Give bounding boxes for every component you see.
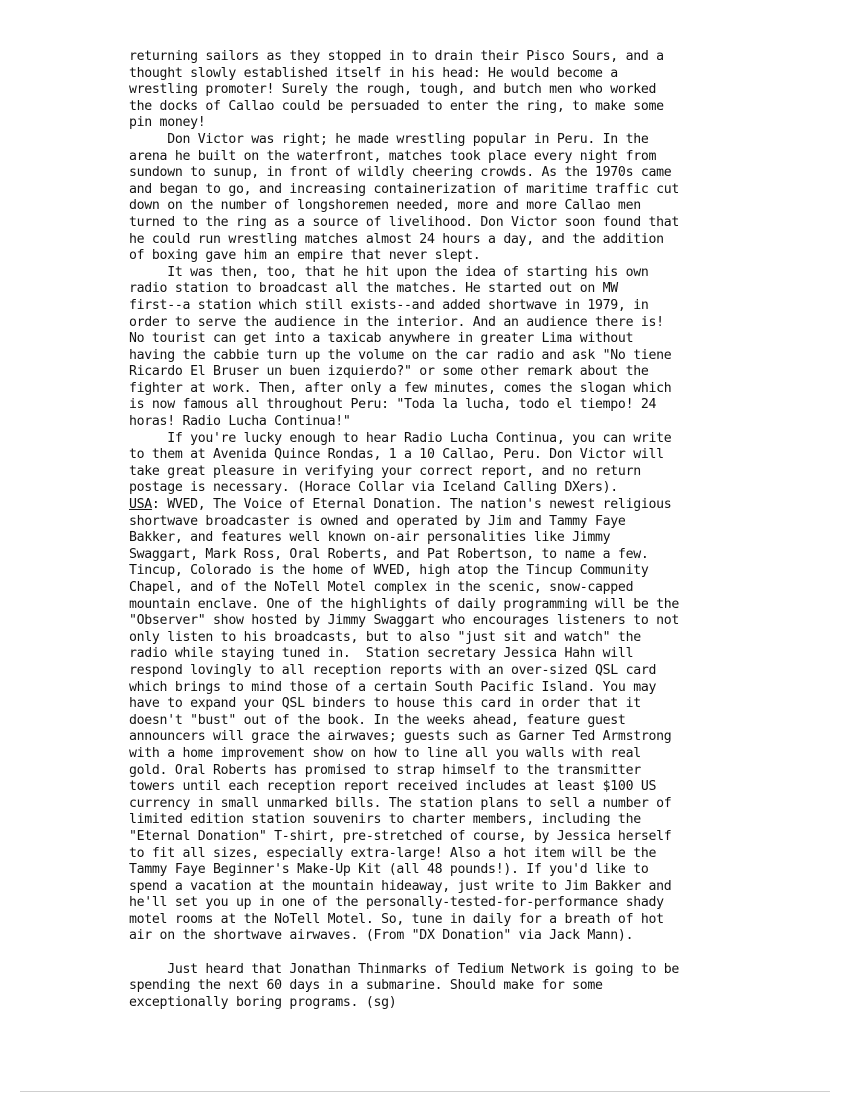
text-line (129, 646, 729, 663)
text-line (129, 198, 729, 215)
line-text: spend a vacation at the mountain hideaway, just write to Jim Bakker and (129, 878, 672, 894)
line-text: returning sailors as they stopped in to drain their Pisco Sours, and a (129, 49, 664, 64)
text-line (129, 315, 729, 332)
text-line (129, 962, 729, 979)
line-text: fighter at work. Then, after only a few minutes, comes the slogan which (129, 380, 672, 396)
line-text: shortwave broadcaster is owned and operated by Jim and Tammy Faye (129, 513, 626, 529)
text-line (129, 597, 729, 614)
line-text: Tincup, Colorado is the home of WVED, high atop the Tincup Community (129, 563, 649, 579)
line-text: gold. Oral Roberts has promised to strap himself to the transmitter (129, 762, 641, 778)
line-text: take great pleasure in verifying your correct report, and no return (129, 463, 641, 479)
line-text: which brings to mind those of a certain South Pacific Island. You may (129, 679, 657, 695)
line-text: with a home improvement show on how to line all you walls with real (129, 745, 641, 761)
text-line (129, 829, 729, 846)
line-text: turned to the ring as a source of livelihood. Don Victor soon found that (129, 214, 680, 230)
line-text: If you're lucky enough to hear Radio Lucha Continua, you can write (129, 430, 672, 446)
text-line (129, 348, 729, 365)
text-line (129, 663, 729, 680)
text-line (129, 846, 729, 863)
text-line (129, 331, 729, 348)
line-text: postage is necessary. (Horace Collar via Iceland Calling DXers). (129, 480, 618, 496)
line-text: Bakker, and features well known on-air personalities like Jimmy (129, 530, 611, 546)
text-line (129, 763, 729, 780)
line-text: sundown to sunup, in front of wildly cheering crowds. As the 1970s came (129, 165, 672, 181)
line-text: pin money! (129, 115, 206, 131)
text-line (129, 232, 729, 249)
text-line (129, 182, 729, 199)
text-line (129, 149, 729, 166)
text-line (129, 414, 729, 431)
line-text: thought slowly established itself in his head: He would become a (129, 65, 618, 81)
line-text: he'll set you up in one of the personally-tested-for-performance shady (129, 895, 664, 911)
text-line (129, 547, 729, 564)
line-text: of boxing gave him an empire that never slept. (129, 248, 481, 264)
line-text: arena he built on the waterfront, matches took place every night from (129, 148, 657, 164)
line-text: down on the number of longshoremen needed, more and more Callao men (129, 198, 641, 214)
line-text: and began to go, and increasing containerization of maritime traffic cut (129, 181, 680, 197)
line-text: It was then, too, that he hit upon the idea of starting his own (129, 264, 649, 280)
text-line (129, 895, 729, 912)
text-line (129, 115, 729, 132)
line-text: currency in small unmarked bills. The station plans to sell a number of (129, 795, 672, 811)
text-line (129, 729, 729, 746)
text-line (129, 248, 729, 265)
line-text: Chapel, and of the NoTell Motel complex in the scenic, snow-capped (129, 580, 634, 595)
text-line (129, 132, 729, 149)
line-text: radio while staying tuned in. Station secretary Jessica Hahn will (129, 646, 634, 662)
line-text: "Observer" show hosted by Jimmy Swaggart who encourages listeners to not (129, 613, 680, 629)
line-text: to them at Avenida Quince Rondas, 1 a 10 Callao, Peru. Don Victor will (129, 447, 664, 463)
line-text: No tourist can get into a taxicab anywhere in greater Lima without (129, 331, 634, 347)
line-text: is now famous all throughout Peru: "Toda la lucha, todo el tiempo! 24 (129, 397, 657, 413)
text-line (129, 879, 729, 896)
text-line (129, 696, 729, 713)
text-line (129, 381, 729, 398)
text-line (129, 630, 729, 647)
text-line (129, 364, 729, 381)
line-text: wrestling promoter! Surely the rough, tough, and butch men who worked (129, 82, 657, 98)
line-text: order to serve the audience in the interior. And an audience there is! (129, 314, 664, 330)
line-text: air on the shortwave airwaves. (From "DX Donation" via Jack Mann). (129, 928, 634, 944)
text-line (129, 945, 729, 962)
line-text: the docks of Callao could be persuaded to enter the ring, to make some (129, 98, 664, 114)
line-text: announcers will grace the airwaves; guests such as Garner Ted Armstrong (129, 729, 672, 745)
line-text: first--a station which still exists--and added shortwave in 1979, in (129, 297, 649, 313)
text-line (129, 912, 729, 929)
line-text: Just heard that Jonathan Thinmarks of Tedium Network is going to be (129, 961, 680, 977)
line-text: Ricardo El Bruser un buen izquierdo?" or some other remark about the (129, 364, 649, 380)
line-text: have to expand your QSL binders to house this card in order that it (129, 696, 641, 712)
text-line (129, 613, 729, 630)
line-text: horas! Radio Lucha Continua!" (129, 414, 351, 430)
text-line (129, 746, 729, 763)
line-text: Tammy Faye Beginner's Make-Up Kit (all 48 pounds!). If you'd like to (129, 862, 649, 878)
line-text: limited edition station souvenirs to charter members, including the (129, 812, 641, 828)
text-line (129, 995, 729, 1012)
text-line (129, 99, 729, 116)
line-text: motel rooms at the NoTell Motel. So, tune in daily for a breath of hot (129, 911, 664, 927)
line-text: towers until each reception report received includes at least $100 US (129, 779, 657, 795)
text-line (129, 563, 729, 580)
text-line (129, 82, 729, 99)
text-line (129, 862, 729, 879)
text-line (129, 447, 729, 464)
country-heading: USA (129, 497, 152, 513)
text-line (129, 812, 729, 829)
text-line (129, 431, 729, 448)
text-line (129, 497, 729, 514)
text-line (129, 49, 729, 66)
text-line (129, 928, 729, 945)
document-body (129, 49, 729, 1011)
line-text: he could run wrestling matches almost 24 hours a day, and the addition (129, 231, 664, 247)
line-text: only listen to his broadcasts, but to also "just sit and watch" the (129, 629, 641, 645)
text-line (129, 514, 729, 531)
line-text: exceptionally boring programs. (sg) (129, 994, 397, 1010)
line-text: Swaggart, Mark Ross, Oral Roberts, and Pat Robertson, to name a few. (129, 546, 649, 562)
line-text: to fit all sizes, especially extra-large! Also a hot item will be the (129, 845, 657, 861)
line-text: : WVED, The Voice of Eternal Donation. The nation's newest religious (151, 497, 672, 513)
line-text: spending the next 60 days in a submarine. Should make for some (129, 978, 603, 994)
text-line (129, 480, 729, 497)
text-line (129, 215, 729, 232)
text-line (129, 165, 729, 182)
page-bottom-edge (20, 1091, 830, 1093)
line-text: doesn't "bust" out of the book. In the weeks ahead, feature guest (129, 712, 626, 728)
line-text: Don Victor was right; he made wrestling popular in Peru. In the (129, 131, 649, 147)
text-line (129, 713, 729, 730)
text-line (129, 779, 729, 796)
text-line (129, 66, 729, 83)
line-text: having the cabbie turn up the volume on the car radio and ask "No tiene (129, 347, 672, 363)
text-line (129, 281, 729, 298)
text-line (129, 978, 729, 995)
line-text: "Eternal Donation" T-shirt, pre-stretched of course, by Jessica herself (129, 828, 672, 844)
line-text: mountain enclave. One of the highlights of daily programming will be the (129, 596, 680, 612)
text-line (129, 580, 729, 597)
text-line (129, 464, 729, 481)
line-text: respond lovingly to all reception reports with an over-sized QSL card (129, 662, 657, 678)
text-line (129, 397, 729, 414)
text-line (129, 796, 729, 813)
text-line (129, 680, 729, 697)
text-line (129, 265, 729, 282)
text-line (129, 298, 729, 315)
line-text: radio station to broadcast all the matches. He started out on MW (129, 281, 618, 297)
text-line (129, 530, 729, 547)
